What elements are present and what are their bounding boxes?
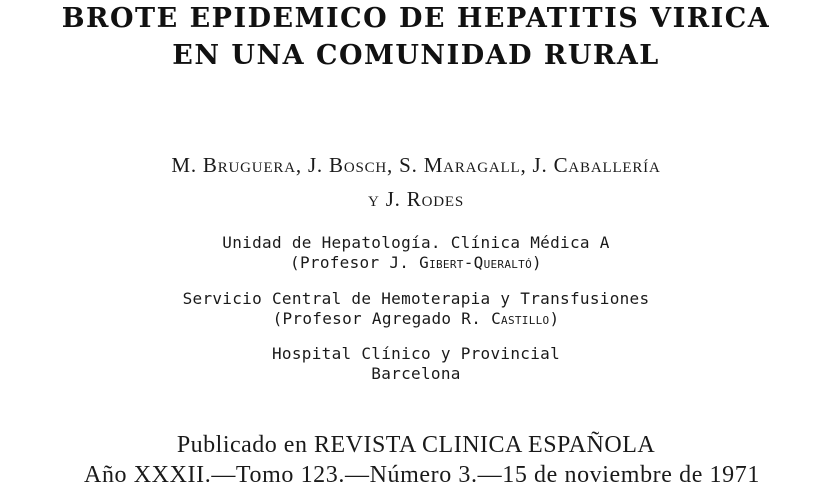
affiliation-3-unit: Hospital Clínico y Provincial (271, 344, 561, 363)
authors-line-1: M. Bruguera, J. Bosch, S. Maragall, J. Caballería (171, 153, 661, 177)
affiliation-2-head-prefix: (Profesor Agregado R. (272, 309, 492, 328)
affiliation-1-head-suffix: ) (532, 253, 542, 272)
publication-journal-line: Publicado en REVISTA CLINICA ESPAÑOLA (176, 432, 656, 458)
authors-line-2: y J. Rodes (368, 187, 464, 211)
affiliation-2-head-suffix: ) (549, 309, 560, 328)
publication-issue-line: Año XXXII.—Tomo 123.—Número 3.—15 de noviembre de 1971 (84, 462, 760, 488)
paper-title-line-2: EN UNA COMUNIDAD RURAL (172, 40, 660, 71)
affiliation-2-head-name: Castillo (491, 309, 550, 328)
affiliation-1-head-prefix: (Profesor J. (290, 253, 420, 272)
affiliation-1-head (0, 254, 832, 272)
affiliation-1-unit: Unidad de Hepatología. Clínica Médica A (222, 233, 610, 252)
affiliation-1-head-name: Gibert-Queraltó (419, 253, 533, 272)
affiliation-2-head (0, 310, 832, 328)
paper-title-line-1: BROTE EPIDEMICO DE HEPATITIS VIRICA (61, 3, 771, 34)
affiliation-3-city: Barcelona (371, 364, 461, 383)
affiliation-2-unit: Servicio Central de Hemoterapia y Transfusiones (182, 289, 650, 308)
